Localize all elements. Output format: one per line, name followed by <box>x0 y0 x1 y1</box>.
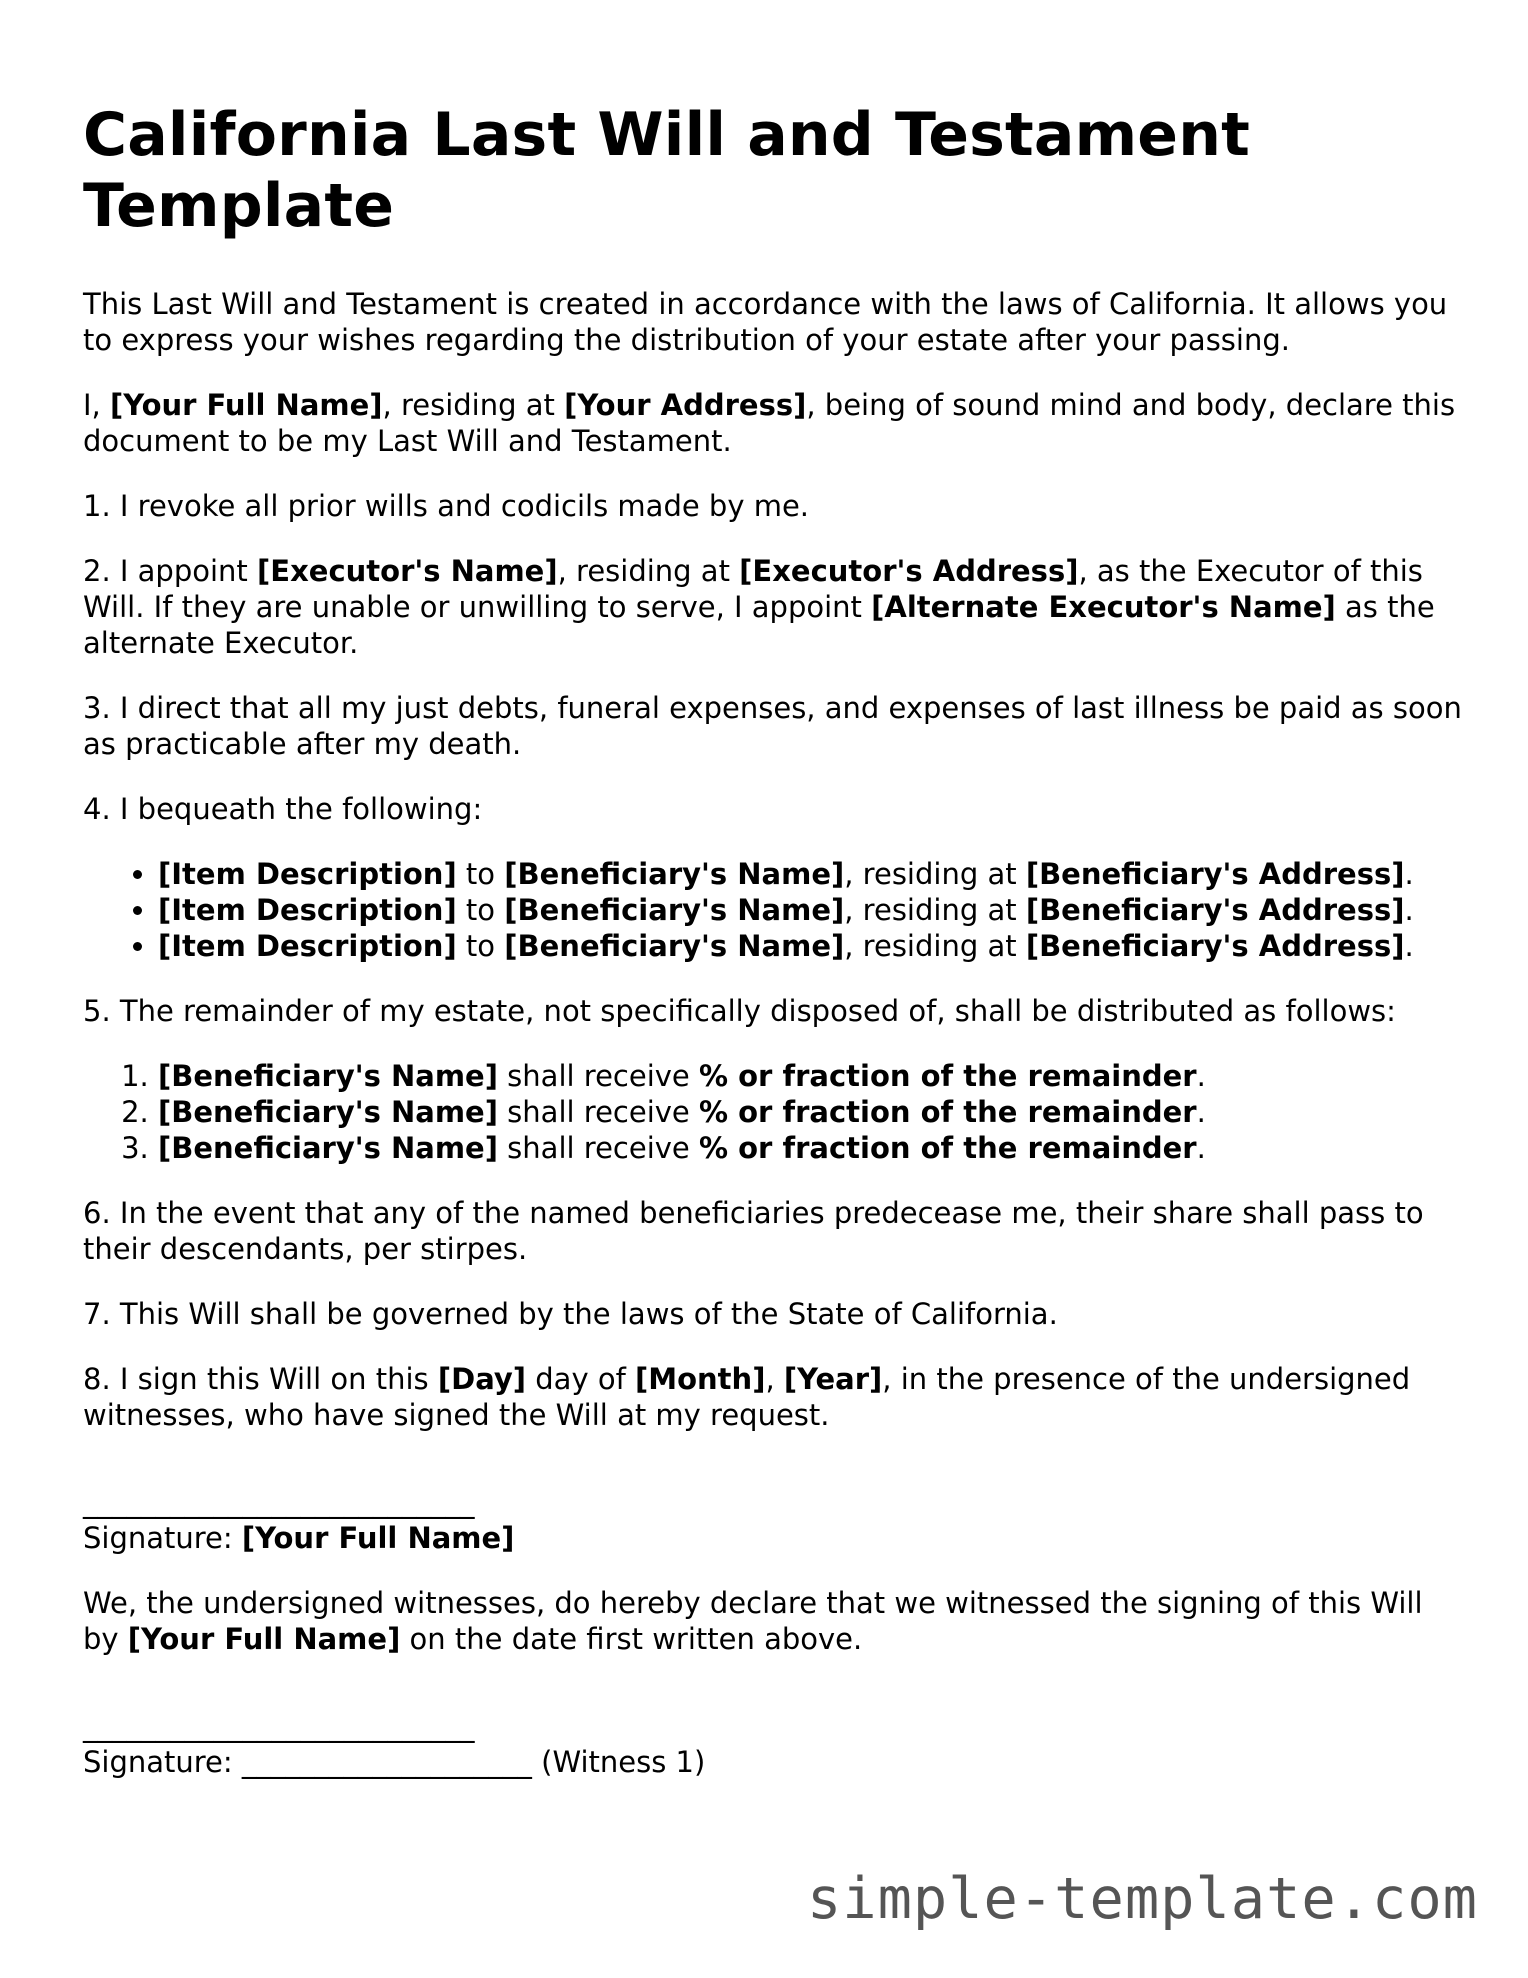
alternate-executor-placeholder: [Alternate Executor's Name] <box>871 590 1336 624</box>
day-placeholder: [Day] <box>437 1362 527 1396</box>
list-item: 2. [Beneficiary's Name] shall receive % or fraction of the remainder. <box>158 1094 1463 1130</box>
document-title: California Last Will and Testament Template <box>83 100 1250 241</box>
signature-line: ___________________________ <box>83 1709 475 1743</box>
clause-7: 7. This Will shall be governed by the laws of the State of California. <box>83 1297 1058 1331</box>
bequest-list <box>83 856 1463 964</box>
year-placeholder: [Year] <box>783 1362 883 1396</box>
list-item: • [Item Description] to [Beneficiary's Name], residing at [Beneficiary's Address]. <box>158 928 1463 964</box>
clause-5: 5. The remainder of my estate, not specifically disposed of, shall be distributed as follows: <box>83 994 1396 1028</box>
intro-paragraph: This Last Will and Testament is created in accordance with the laws of California. It allows you to express your wishes regarding the distribution of your estate after your passing. <box>83 287 1448 357</box>
clause-8: 8. I sign this Will on this [Day] day of [Month], [Year], in the presence of the undersigned witnesses, who have signed the Will at my request. <box>83 1362 1411 1432</box>
remainder-list <box>83 1058 1463 1166</box>
document-page <box>83 100 1463 1780</box>
list-item: 1. [Beneficiary's Name] shall receive % or fraction of the remainder. <box>158 1058 1463 1094</box>
executor-address-placeholder: [Executor's Address] <box>739 554 1079 588</box>
testator-name-placeholder: [Your Full Name] <box>110 388 383 422</box>
testator-signature-block <box>83 1484 1463 1556</box>
list-item: • [Item Description] to [Beneficiary's Name], residing at [Beneficiary's Address]. <box>158 856 1463 892</box>
clause-6: 6. In the event that any of the named beneficiaries predecease me, their share shall pass to their descendants, per stirpes. <box>83 1196 1424 1266</box>
clause-1: 1. I revoke all prior wills and codicils made by me. <box>83 489 810 523</box>
clause-3: 3. I direct that all my just debts, funeral expenses, and expenses of last illness be paid as soon as practicable after my death. <box>83 691 1462 761</box>
signature-line: ___________________________ <box>83 1485 475 1519</box>
witness-declaration: We, the undersigned witnesses, do hereby declare that we witnessed the signing of this Will by [Your Full Name] on the date first written above. <box>83 1586 1423 1656</box>
testator-signature-label: Signature: [Your Full Name] <box>83 1521 515 1555</box>
clause-4: 4. I bequeath the following: <box>83 792 483 826</box>
witness-signature-block <box>83 1708 1463 1780</box>
clause-2: 2. I appoint [Executor's Name], residing at [Executor's Address], as the Executor of this Will. If they are unable or unwilling to serve, I appoint [Alternate Executor's Name] as the alternate Executor. <box>83 554 1435 660</box>
month-placeholder: [Month] <box>635 1362 766 1396</box>
list-item: • [Item Description] to [Beneficiary's Name], residing at [Beneficiary's Address]. <box>158 892 1463 928</box>
testator-address-placeholder: [Your Address] <box>564 388 807 422</box>
watermark-text: simple-template.com <box>806 1866 1478 1932</box>
witness-signature-label: Signature: ____________________ (Witness 1) <box>83 1745 706 1779</box>
executor-name-placeholder: [Executor's Name] <box>257 554 558 588</box>
list-item: 3. [Beneficiary's Name] shall receive % or fraction of the remainder. <box>158 1130 1463 1166</box>
declaration-paragraph: I, [Your Full Name], residing at [Your Address], being of sound mind and body, declare this document to be my Last Will and Testament. <box>83 388 1456 458</box>
